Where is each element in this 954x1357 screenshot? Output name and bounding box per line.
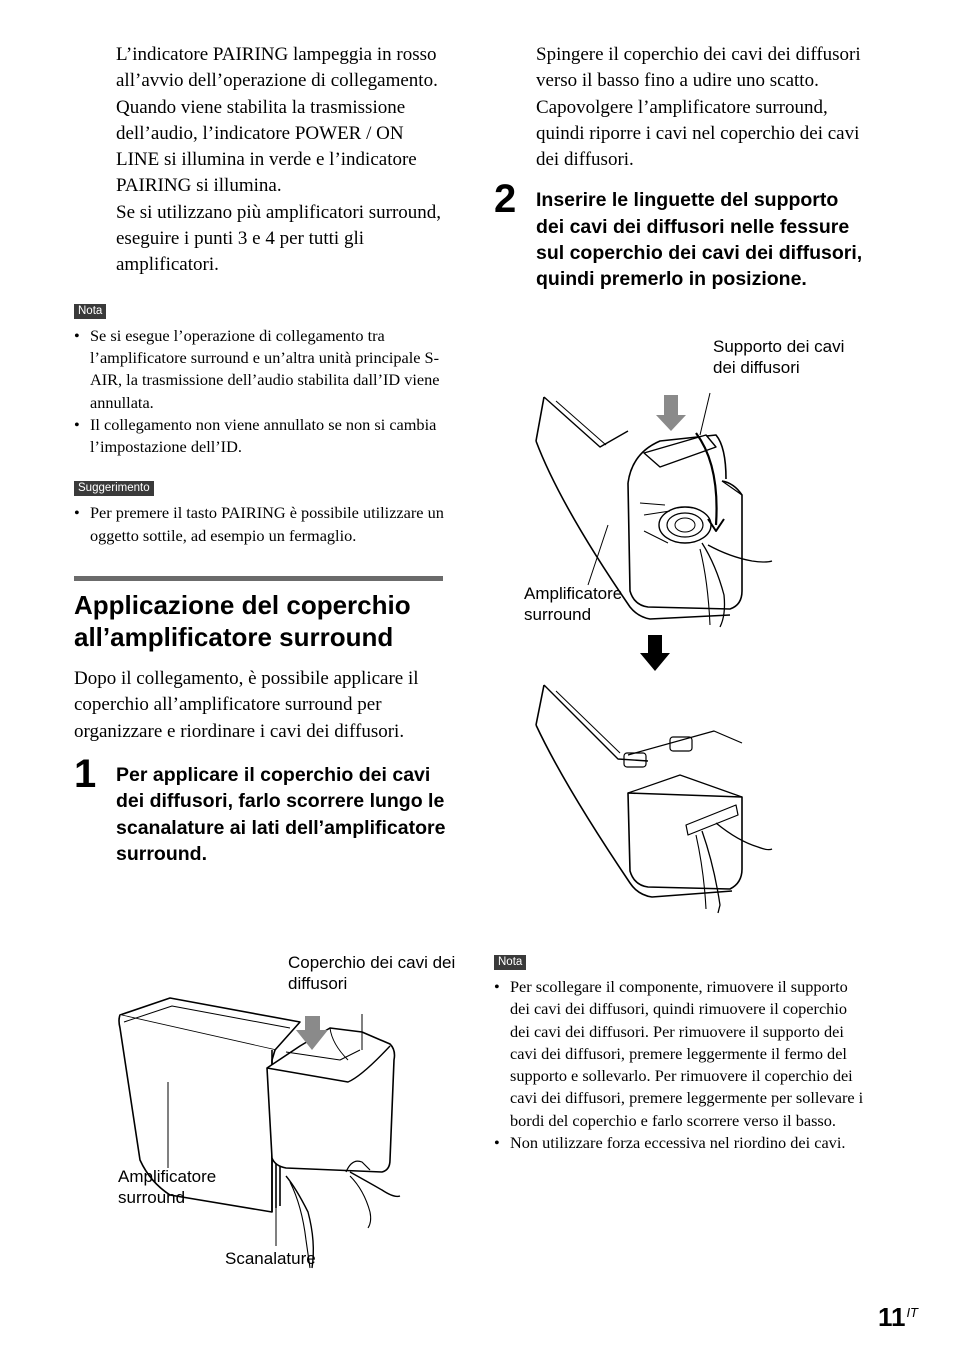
- note-item: • Per scollegare il componente, rimuovere il supporto dei cavi dei diffusori, quindi rimuovere il coperchio dei cavi dei diffusori. Per rimuovere il supporto dei cavi dei diffusori, premere leggermente il fermo del supporto e sollevarlo. Per rimuovere il coperchio dei cavi dei diffusori, premere leggermente per sollevare i bordi del coperchio e farlo scorrere verso il basso.: [494, 976, 866, 1132]
- tip-block: [74, 478, 446, 547]
- note-list: [494, 976, 866, 1154]
- step-2: [494, 177, 866, 292]
- step-text: Inserire le linguette del supporto dei cavi dei diffusori nelle fessure sul coperchio dei cavi dei diffusori, quindi premerlo in posizione.: [536, 189, 863, 291]
- down-arrow-icon: [656, 395, 686, 431]
- tip-list: [74, 502, 446, 547]
- left-column: [74, 42, 446, 867]
- right-note-block: [494, 952, 866, 1154]
- tip-tag: Suggerimento: [74, 481, 154, 496]
- step-text: Per applicare il coperchio dei cavi dei diffusori, farlo scorrere lungo le scanalature ai lati dell’amplificatore surround.: [116, 763, 446, 865]
- note-tag: Nota: [74, 304, 106, 319]
- right-column: [494, 42, 866, 293]
- cover-slide-illustration: [100, 950, 446, 1280]
- note-block: [74, 301, 446, 459]
- page-language-suffix: IT: [906, 1305, 918, 1320]
- label-slots: Scanalature: [225, 1249, 316, 1268]
- note-item: • Se si esegue l’operazione di collegamento tra l’amplificatore surround e un’altra unità principale S-AIR, la trasmissione dell’audio stabilita dall’ID viene annullata.: [74, 325, 446, 414]
- note-item: • Non utilizzare forza eccessiva nel riordino dei cavi.: [494, 1132, 866, 1154]
- label-amplifier: Amplificatore surround: [524, 584, 623, 624]
- note-list: [74, 325, 446, 459]
- page-number: [878, 1302, 918, 1333]
- note-tag: Nota: [494, 955, 526, 970]
- step-1: [74, 751, 446, 867]
- section-body: Dopo il collegamento, è possibile applicare il coperchio all’amplificatore surround per organizzare e riordinare i cavi dei diffusori.: [74, 668, 419, 742]
- intro-paragraph-2: Quando viene stabilita la trasmissione dell’audio, l’indicatore POWER / ON LINE si illumina in verde e l’indicatore PAIRING si illumina.: [116, 96, 417, 197]
- page-number-value: 11: [877, 1302, 906, 1332]
- holder-insert-illustration: [520, 335, 866, 925]
- label-cover: Coperchio dei cavi dei diffusori: [288, 953, 456, 993]
- figure-cover-slide: [100, 950, 456, 1280]
- label-amplifier: Amplificatore surround: [118, 1167, 217, 1207]
- label-holder: Supporto dei cavi dei diffusori: [713, 337, 845, 377]
- section-title: Applicazione del coperchio all’amplificatore surround: [74, 590, 411, 653]
- figure-holder-insert: [520, 335, 866, 925]
- note-item: • Il collegamento non viene annullato se non si cambia l’impostazione dell’ID.: [74, 414, 446, 459]
- section-divider: [74, 576, 443, 581]
- intro-paragraph-3: Se si utilizzano più amplificatori surround, eseguire i punti 3 e 4 per tutti gli amplificatori.: [116, 201, 442, 276]
- intro-paragraph-1: L’indicatore PAIRING lampeggia in rosso all’avvio dell’operazione di collegamento.: [116, 44, 438, 92]
- intro-block: [116, 42, 446, 279]
- down-arrow-icon: [640, 635, 670, 671]
- tip-item: • Per premere il tasto PAIRING è possibile utilizzare un oggetto sottile, ad esempio un fermaglio.: [74, 502, 446, 547]
- step-number: 2: [494, 177, 517, 222]
- section: [74, 576, 446, 745]
- right-intro: Spingere il coperchio dei cavi dei diffusori verso il basso fino a udire uno scatto. Capovolgere l’amplificatore surround, quindi riporre i cavi nel coperchio dei cavi dei diffusori.: [536, 44, 861, 171]
- step-number: 1: [74, 751, 97, 796]
